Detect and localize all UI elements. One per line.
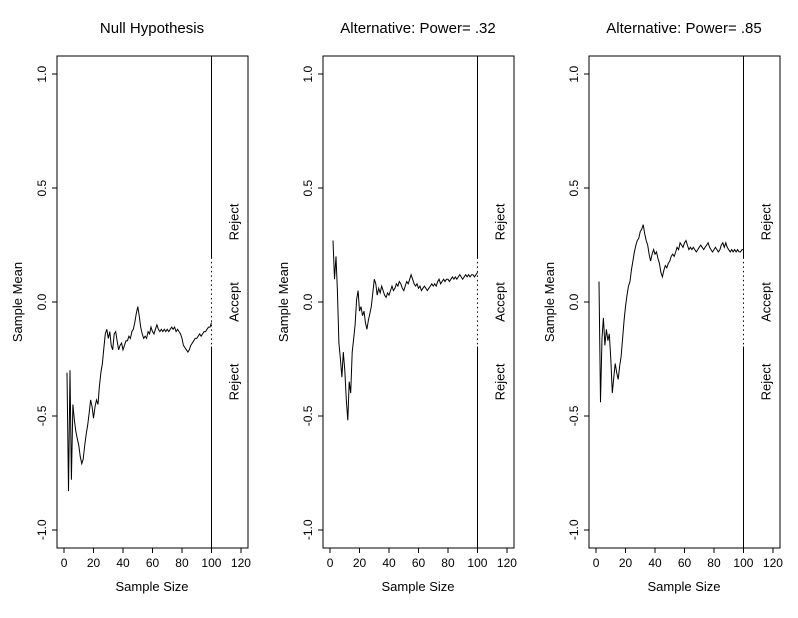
panel-alternative-power-32: [266, 0, 532, 618]
x-axis-label: Sample Size: [647, 579, 721, 594]
region-label-reject-upper: Reject: [226, 203, 242, 241]
y-tick-label: 0.0: [301, 293, 315, 311]
x-tick-label: 120: [496, 556, 517, 570]
y-tick-label: -0.5: [567, 405, 581, 427]
y-axis-label: Sample Mean: [276, 261, 291, 343]
x-tick-label: 60: [145, 556, 160, 570]
series-line: [67, 307, 212, 492]
x-tick-label: 0: [326, 556, 334, 570]
y-tick-label: 1.0: [35, 65, 49, 83]
plot-frame: [589, 56, 780, 548]
series-line: [333, 241, 478, 421]
x-tick-label: 60: [411, 556, 426, 570]
x-tick-label: 100: [467, 556, 488, 570]
panel-title: Alternative: Power= .32: [340, 20, 496, 37]
x-ticks: [61, 548, 252, 570]
x-axis-label: Sample Size: [115, 579, 189, 594]
y-tick-label: -1.0: [35, 519, 49, 541]
y-tick-label: 1.0: [567, 65, 581, 83]
series-line: [599, 225, 744, 403]
x-tick-label: 40: [648, 556, 662, 570]
region-label-accept: Accept: [226, 282, 242, 322]
panel-alternative-power-85: [532, 0, 798, 618]
y-ticks: [567, 66, 589, 541]
x-tick-label: 120: [230, 556, 251, 570]
y-tick-label: -0.5: [301, 405, 315, 427]
y-tick-label: -1.0: [567, 519, 581, 541]
panel-title: Null Hypothesis: [99, 20, 205, 37]
region-label-reject-upper: Reject: [758, 203, 774, 241]
panel-null-hypothesis: [0, 0, 266, 618]
x-tick-label: 80: [175, 556, 189, 570]
x-tick-label: 60: [677, 556, 692, 570]
x-tick-label: 0: [60, 556, 68, 570]
region-label-reject-lower: Reject: [758, 363, 774, 401]
x-tick-label: 20: [352, 556, 367, 570]
y-tick-label: 0.5: [35, 179, 49, 197]
region-label-accept: Accept: [758, 282, 774, 322]
region-label-reject-lower: Reject: [226, 363, 242, 401]
x-ticks: [327, 548, 518, 570]
x-ticks: [593, 548, 784, 570]
y-ticks: [35, 66, 57, 541]
x-tick-label: 100: [733, 556, 754, 570]
y-tick-label: 0.5: [301, 179, 315, 197]
x-tick-label: 40: [116, 556, 130, 570]
y-tick-label: -0.5: [35, 405, 49, 427]
y-tick-label: -1.0: [301, 519, 315, 541]
x-tick-label: 40: [382, 556, 396, 570]
y-tick-label: 1.0: [301, 65, 315, 83]
panel-title: Alternative: Power= .85: [606, 20, 762, 37]
region-label-reject-lower: Reject: [492, 363, 508, 401]
x-tick-label: 20: [618, 556, 633, 570]
y-tick-label: 0.0: [35, 293, 49, 311]
plot-frame: [323, 56, 514, 548]
y-ticks: [301, 66, 323, 541]
sample-mean-line: [599, 225, 744, 403]
x-axis-label: Sample Size: [381, 579, 455, 594]
y-tick-label: 0.0: [567, 293, 581, 311]
x-tick-label: 80: [707, 556, 721, 570]
sample-mean-line: [333, 241, 478, 421]
y-axis-label: Sample Mean: [542, 261, 557, 343]
x-tick-label: 120: [762, 556, 783, 570]
x-tick-label: 20: [86, 556, 101, 570]
y-tick-label: 0.5: [567, 179, 581, 197]
x-tick-label: 80: [441, 556, 455, 570]
x-tick-label: 100: [201, 556, 222, 570]
region-label-reject-upper: Reject: [492, 203, 508, 241]
plot-frame: [57, 56, 248, 548]
sample-mean-line: [67, 307, 212, 492]
x-tick-label: 0: [592, 556, 600, 570]
region-label-accept: Accept: [492, 282, 508, 322]
y-axis-label: Sample Mean: [10, 261, 25, 343]
